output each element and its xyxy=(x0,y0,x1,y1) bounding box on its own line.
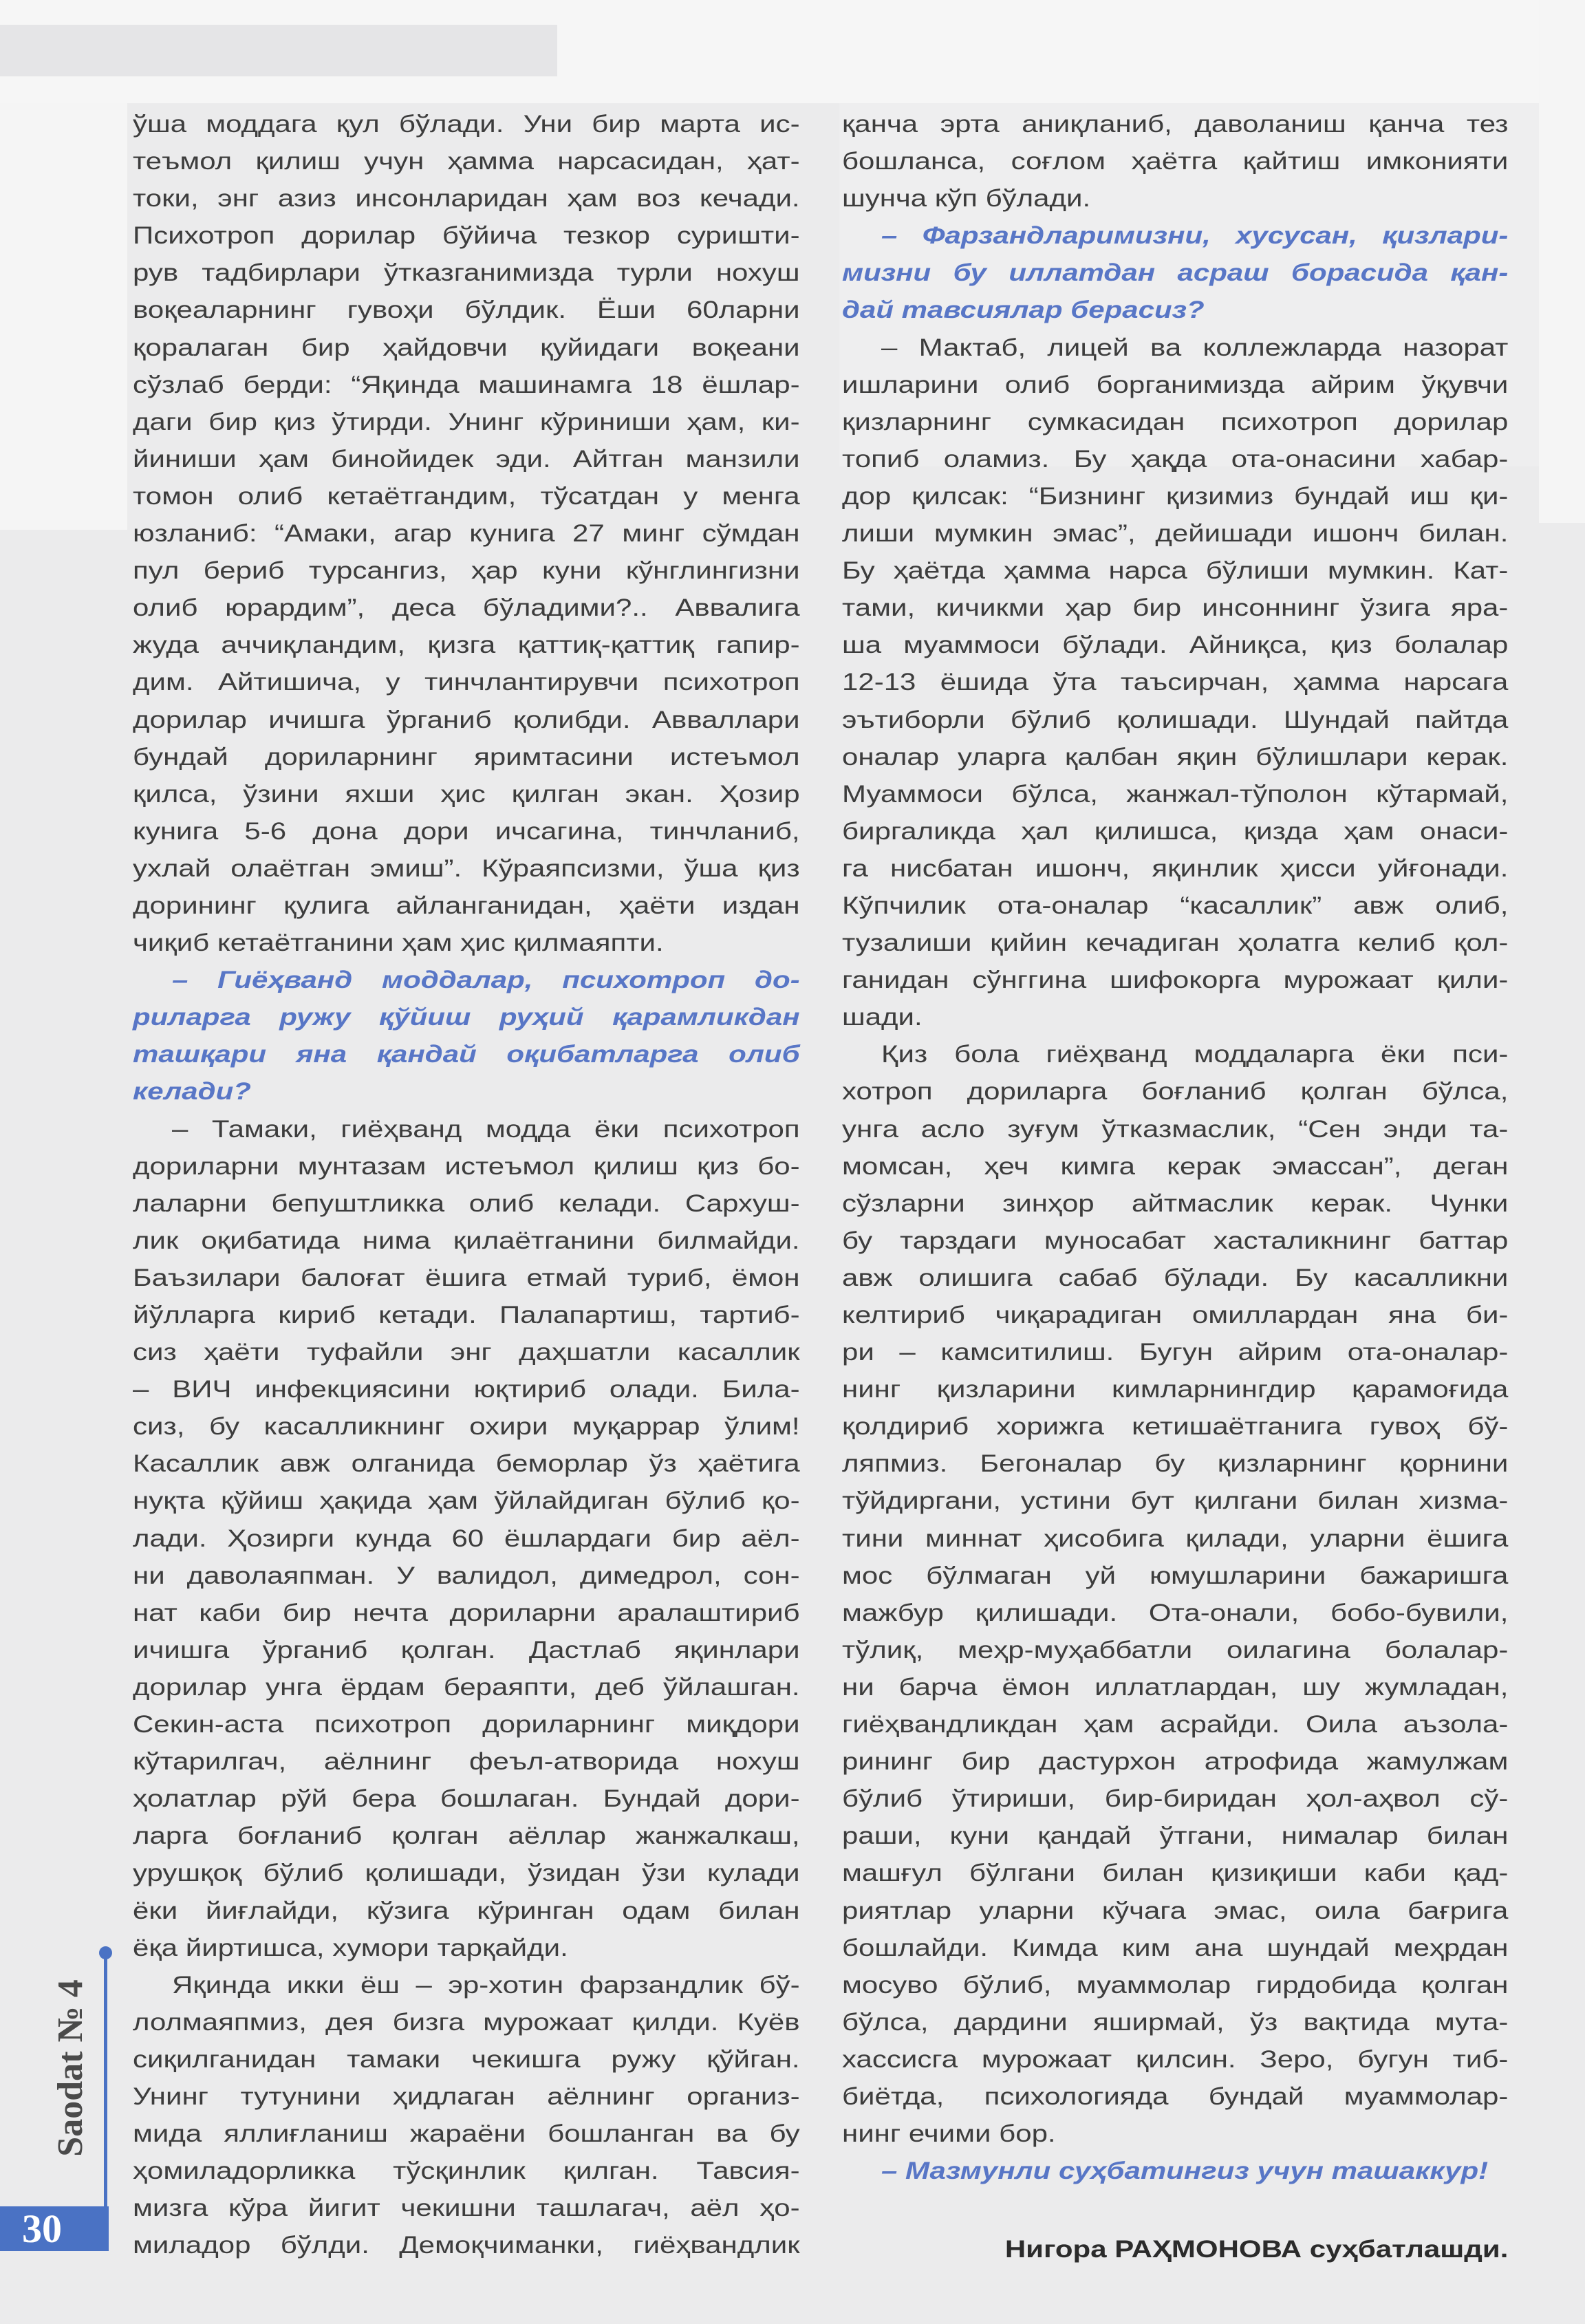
text-line: риятлар уларни кўчага эмас, оила бағрига xyxy=(842,1897,1509,1924)
text-line: мизга кўра йигит чекишни ташлагач, аёл ҳо- xyxy=(133,2195,800,2222)
text-line: бошланса, соғлом ҳаётга қайтиш имконияти xyxy=(842,148,1509,175)
text-line: машғул бўлгани билан қизиқиши каби қад- xyxy=(842,1860,1509,1887)
text-line: тузалиши қийин кечадиган ҳолатга келиб қол- xyxy=(842,929,1509,957)
text-line: нат каби бир нечта дориларни аралаштириб xyxy=(133,1599,800,1626)
text-line: бу тарздаги муносабат хасталикнинг баттар xyxy=(842,1227,1509,1254)
text-line: пул бериб турсангиз, ҳар куни кўнглингизни xyxy=(133,557,800,585)
text-line: дай тавсиялар берасиз? xyxy=(842,297,1205,324)
text-line: мосуво бўлиб, муаммолар гирдобида қолган xyxy=(842,1971,1509,1999)
interview-question xyxy=(842,217,1508,329)
paragraph xyxy=(133,106,800,962)
text-line: нинг қизларини кимларнингдир қарамоғида xyxy=(842,1376,1509,1403)
text-line: гиёҳвандликдан ҳам асрайди. Оила аъзола- xyxy=(842,1711,1509,1739)
page-number: 30 xyxy=(22,2206,62,2251)
text-line: ни барча ёмон иллатлардан, шу жумладан, xyxy=(842,1673,1509,1701)
text-line: Муаммоси бўлса, жанжал-тўполон кўтармай, xyxy=(842,780,1509,808)
text-line: келади? xyxy=(133,1078,251,1106)
text-line: ларга боғланиб қолган аёллар жанжалкаш, xyxy=(133,1822,800,1850)
text-line: дорининг қулига айланганидан, ҳаёти издан xyxy=(133,892,800,919)
text-line: га нисбатан ишонч, яқинлик ҳисси уйғонади. xyxy=(842,854,1509,882)
text-line: Унинг тутунини ҳидлаган аёлнинг организ- xyxy=(133,2083,800,2110)
magazine-issue-label: Saodat № 4 xyxy=(51,1979,90,2157)
text-line: хотроп дориларга боғланиб қолган бўлса, xyxy=(842,1078,1509,1106)
text-line: Қиз бола гиёҳванд моддаларга ёки пси- xyxy=(881,1041,1509,1068)
text-line: юзланиб: “Амаки, агар кунига 27 минг сўмдан xyxy=(133,520,800,548)
text-line: ҳомиладорликка тўсқинлик қилган. Тавсия- xyxy=(133,2158,800,2185)
text-line: ҳолатлар рўй бера бошлаган. Бундай дори- xyxy=(133,1785,800,1813)
text-line: Секин-аста психотроп дориларнинг миқдори xyxy=(133,1711,800,1739)
text-line: йиниши ҳам бинойидек эди. Айтган манзили xyxy=(133,445,800,473)
accent-vertical-rule xyxy=(104,1952,107,2207)
paragraph xyxy=(842,106,1508,217)
text-line: шади. xyxy=(842,1004,923,1031)
text-line: ёки йиғлайди, кўзига кўринган одам билан xyxy=(133,1897,800,1924)
text-line: жуда аччиқландим, қизга қаттиқ-қаттиқ гапир- xyxy=(133,632,800,659)
text-line: бошлайди. Кимда ким ана шундай меҳрдан xyxy=(842,1934,1509,1961)
text-line: дориларни мунтазам истеъмол қилиш қиз бо- xyxy=(133,1152,800,1180)
paragraph xyxy=(842,1036,1508,2153)
text-line: мажбур қилишади. Ота-онали, бобо-бувили, xyxy=(842,1599,1509,1626)
text-line: кўтарилгач, аёлнинг феъл-атворида нохуш xyxy=(133,1748,800,1776)
text-line: тўйдиргани, устини бут қилгани билан хизма- xyxy=(842,1487,1509,1515)
text-line: Баъзилари балоғат ёшига етмай туриб, ёмон xyxy=(133,1264,800,1291)
text-line: дорилар унга ёрдам бераяпти, деб ўйлашган. xyxy=(133,1673,800,1701)
text-line: ишларини олиб борганимизда айрим ўқувчи xyxy=(842,371,1509,398)
text-line: рув тадбирлари ўтказганимизда турли нохуш xyxy=(133,259,800,287)
text-line: ухлай олаётган эмиш”. Кўраяпсизми, ўша қиз xyxy=(133,854,800,882)
text-line: сиқилганидан тамаки чекишга ружу қўйган. xyxy=(133,2045,800,2073)
text-line: ўша моддага қул бўлади. Уни бир марта ис- xyxy=(133,111,800,138)
text-line: – Мактаб, лицей ва коллежларда назорат xyxy=(881,334,1509,361)
text-line: Кўпчилик ота-оналар “касаллик” авж олиб, xyxy=(842,892,1509,919)
text-line: дорилар ичишга ўрганиб қолибди. Авваллари xyxy=(133,706,800,733)
text-line: воқеаларнинг гувоҳи бўлдик. Ёши 60ларни xyxy=(133,297,800,324)
text-line: биётда, психологияда бундай муаммолар- xyxy=(842,2083,1509,2110)
paragraph xyxy=(842,330,1508,1037)
text-line: раши, куни қандай ўтгани, нималар билан xyxy=(842,1822,1509,1850)
text-line: Яқинда икки ёш – эр-хотин фарзандлик бў- xyxy=(172,1971,800,1999)
text-line: эътиборли бўлиб қолишади. Шундай пайтда xyxy=(842,706,1509,733)
text-line: ляпмиз. Бегоналар бу қизларнинг қорнини xyxy=(842,1450,1509,1478)
text-line: топиб оламиз. Бу ҳақда ота-онасини хабар- xyxy=(842,445,1509,473)
text-line: ташқари яна қандай оқибатларга олиб xyxy=(133,1041,800,1068)
text-line: сўзларни зинҳор айтмаслик керак. Чунки xyxy=(842,1190,1509,1217)
text-line: бўлиб ўтириши, бир-биридан ҳол-аҳвол сў- xyxy=(842,1785,1509,1813)
text-line: лаларни бепуштликка олиб келади. Сархуш- xyxy=(133,1190,800,1217)
text-line: дор қилсак: “Бизнинг қизимиз бундай иш қи- xyxy=(842,482,1509,510)
text-line: токи, энг азиз инсонларидан ҳам воз кечади. xyxy=(133,185,800,213)
text-line: келтириб чиқарадиган омиллардан яна би- xyxy=(842,1302,1509,1328)
text-line: миладор бўлди. Демоқчиманки, гиёҳвандлик xyxy=(133,2232,800,2259)
text-line: биргаликда ҳал қилишса, қизда ҳам онаси- xyxy=(842,817,1509,845)
text-line: ша муаммоси бўлади. Айниқса, қиз болалар xyxy=(842,632,1509,659)
text-line: сиз, бу касалликнинг охири муқаррар ўлим! xyxy=(133,1413,800,1441)
interview-question xyxy=(133,962,800,1110)
text-line: ри – камситилиш. Бугун айрим ота-оналар- xyxy=(842,1339,1509,1366)
text-line: ни даволаяпман. У валидол, димедрол, сон- xyxy=(133,1562,800,1589)
text-line: нинг ечими бор. xyxy=(842,2120,1056,2148)
text-line: авж олишига сабаб бўлади. Бу касалликни xyxy=(842,1264,1509,1291)
article-column-left xyxy=(133,106,800,2264)
text-line: оналар уларга қалбан яқин бўлишлари керак. xyxy=(842,743,1509,771)
text-line: лолмаяпмиз, дея бизга мурожаат қилди. Куёв xyxy=(133,2008,800,2036)
text-line: мос бўлмаган уй юмушларини бажаришга xyxy=(842,1562,1509,1589)
text-line: тини миннат ҳисобига қилади, уларни ёшига xyxy=(842,1525,1509,1552)
text-line: сўзлаб берди: “Яқинда машинамга 18 ёшлар- xyxy=(133,371,800,398)
text-line: кунига 5-6 дона дори ичсагина, тинчланиб, xyxy=(133,817,800,845)
text-line: даги бир қиз ўтирди. Унинг кўриниши ҳам, ки- xyxy=(133,408,800,435)
left-column-text xyxy=(133,106,800,2264)
text-line: момсан, ҳеч кимга керак эмассан”, деган xyxy=(842,1152,1509,1180)
text-line: тами, кичикми ҳар бир инсоннинг ўзига яра- xyxy=(842,594,1509,622)
text-line: шунча кўп бўлади. xyxy=(842,185,1091,213)
text-line: урушқоқ бўлиб қолишади, ўзидан ўзи кулади xyxy=(133,1860,800,1887)
text-line: ёқа йиртишса, хумори тарқайди. xyxy=(133,1934,568,1961)
text-line: – Тамаки, гиёҳванд модда ёки психотроп xyxy=(172,1115,800,1143)
text-line: 12-13 ёшида ўта таъсирчан, ҳамма нарсага xyxy=(842,669,1509,696)
text-line: Бу ҳаётда ҳамма нарса бўлиши мумкин. Кат- xyxy=(842,557,1509,585)
text-line: бўлса, дардини яширмай, ўз вақтида мута- xyxy=(842,2008,1509,2036)
interview-question xyxy=(842,2153,1508,2190)
text-line: нуқта қўйиш ҳақида ҳам ўйлайдиган бўлиб қо- xyxy=(133,1487,800,1515)
text-line: ганидан сўнггина шифокорга мурожаат қили- xyxy=(842,967,1509,994)
paragraph xyxy=(133,1967,800,2265)
right-column-text xyxy=(842,106,1508,2190)
text-line: хассисга мурожаат қилсин. Зеро, бугун тиб- xyxy=(842,2045,1509,2073)
text-line: – Мазмунли суҳбатингиз учун ташаккур! xyxy=(881,2158,1489,2185)
text-line: сиз ҳаёти туфайли энг даҳшатли касаллик xyxy=(133,1339,800,1366)
paragraph xyxy=(133,1111,800,1967)
text-line: – ВИЧ инфекциясини юқтириб олади. Била- xyxy=(133,1376,800,1403)
text-line: қоралаган бир ҳайдовчи қуйидаги воқеани xyxy=(133,334,800,361)
text-line: дим. Айтишича, у тинчлантирувчи психотроп xyxy=(133,669,800,696)
section-header-band xyxy=(0,25,557,76)
text-line: қолдириб хорижга кетишаётганига гувоҳ бў- xyxy=(842,1413,1509,1441)
text-line: томон олиб кетаётгандим, тўсатдан у менга xyxy=(133,482,800,510)
text-line: қизларнинг сумкасидан психотроп дорилар xyxy=(842,408,1509,435)
text-line: рининг бир дастурхон атрофида жамулжам xyxy=(842,1748,1509,1776)
text-line: теъмол қилиш учун ҳамма нарсасидан, ҳат- xyxy=(133,148,800,175)
text-line: риларга ружу қўйиш руҳий қарамликдан xyxy=(133,1004,800,1031)
text-line: қанча эрта аниқланиб, даволаниш қанча тез xyxy=(842,111,1509,138)
paper-background xyxy=(0,103,127,530)
text-line: унга асло зуғум ўтказмаслик, “Сен энди та- xyxy=(842,1115,1509,1143)
author-signature: Нигора РАҲМОНОВА суҳбатлашди. xyxy=(1004,2236,1509,2263)
text-line: мизни бу иллатдан асраш борасида қан- xyxy=(842,259,1509,287)
text-line: чиқиб кетаётганини ҳам ҳис қилмаяпти. xyxy=(133,929,664,957)
text-line: – Фарзандларимизни, хусусан, қизлари- xyxy=(881,222,1509,250)
text-line: лади. Ҳозирги кунда 60 ёшлардаги бир аёл- xyxy=(133,1525,800,1552)
text-line: лик оқибатида нима қилаётганини билмайди. xyxy=(133,1227,800,1254)
text-line: лиши мумкин эмас”, дейишади ишонч билан. xyxy=(842,520,1509,548)
text-line: бундай дориларнинг яримтасини истеъмол xyxy=(133,743,800,771)
text-line: тўлиқ, меҳр-муҳаббатли оилагина болалар- xyxy=(842,1636,1509,1664)
text-line: – Гиёҳванд моддалар, психотроп до- xyxy=(172,967,800,994)
text-line: Касаллик авж олганида беморлар ўз ҳаётига xyxy=(133,1450,800,1478)
text-line: йўлларга кириб кетади. Палапартиш, тартиб- xyxy=(133,1302,800,1328)
text-line: қилса, ўзини яхши ҳис қилган экан. Ҳозир xyxy=(133,780,800,808)
text-line: ичишга ўрганиб қолган. Дастлаб яқинлари xyxy=(133,1636,800,1664)
paper-background xyxy=(1539,0,1585,523)
article-column-right xyxy=(842,106,1508,2268)
text-line: олиб юрардим”, деса бўладими?.. Аввалига xyxy=(133,594,800,622)
text-line: Психотроп дорилар бўйича тезкор суришти- xyxy=(133,222,800,250)
text-line: мида яллиғланиш жараёни бошланган ва бу xyxy=(133,2120,800,2148)
